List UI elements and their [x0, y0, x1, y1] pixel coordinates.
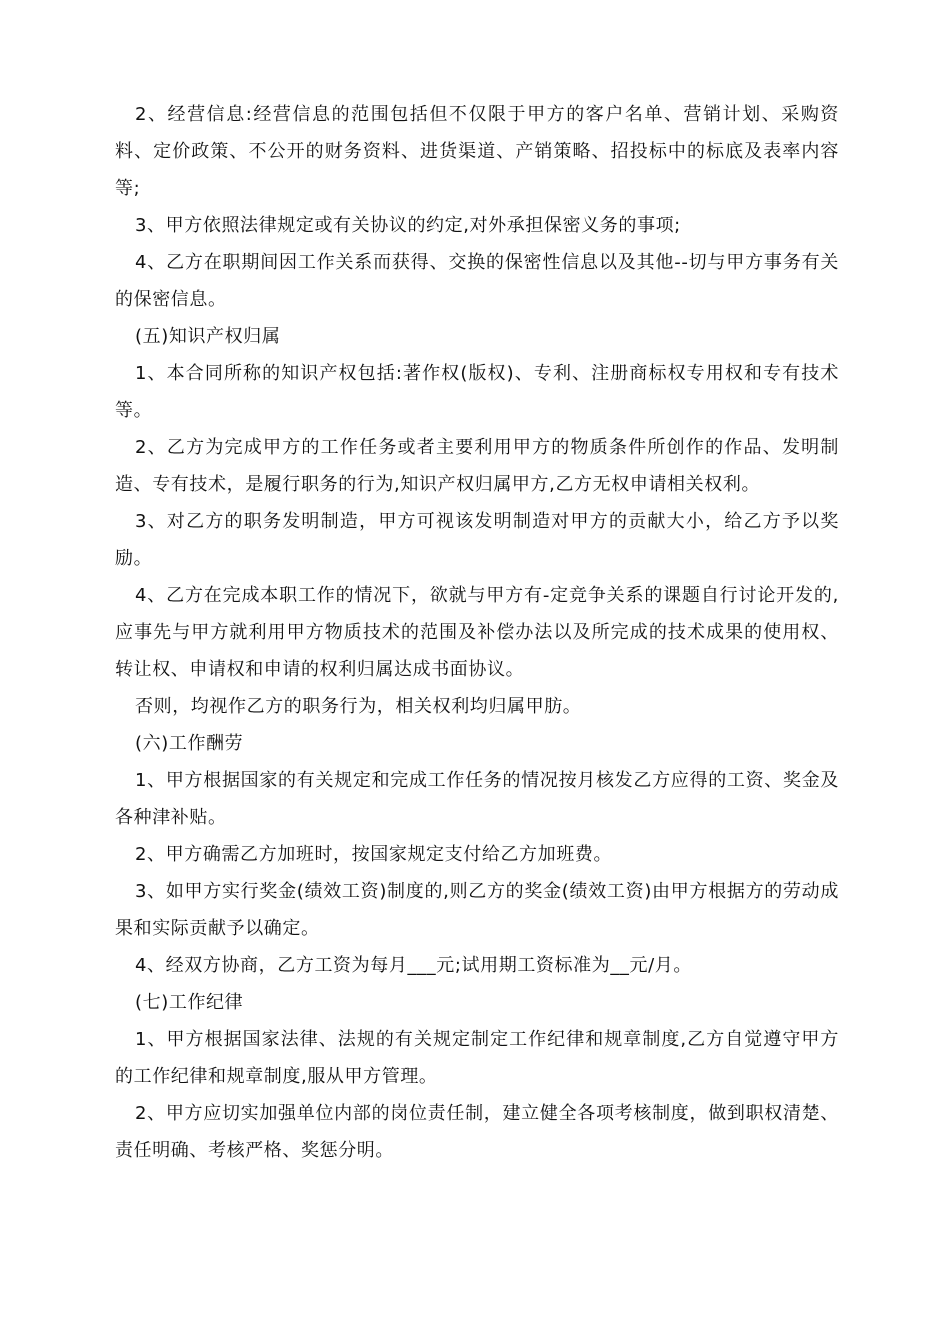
paragraph-other-confidential-info: 4、乙方在职期间因工作关系而获得、交换的保密性信息以及其他--切与甲方事务有关的保密信息。: [115, 252, 839, 310]
paragraph-ip-agreement: 4、乙方在完成本职工作的情况下，欲就与甲方有-定竞争关系的课题自行讨论开发的,应事先与甲方就利用甲方物质技术的范围及补偿办法以及所完成的技术成果的使用权、转让权、申请权和申请的权利归属达成书面协议。: [115, 585, 839, 680]
paragraph-ip-definition: 1、本合同所称的知识产权包括:著作权(版权)、专利、注册商标权专用权和专有技术等。: [115, 363, 839, 421]
document-body: [115, 96, 839, 1169]
paragraph-overtime: 2、甲方确需乙方加班时，按国家规定支付给乙方加班费。: [135, 844, 613, 865]
paragraph-legal-confidentiality: 3、甲方依照法律规定或有关协议的约定,对外承担保密义务的事项;: [135, 215, 681, 236]
paragraph-salary-payment: 1、甲方根据国家的有关规定和完成工作任务的情况按月核发乙方应得的工资、奖金及各种津补贴。: [115, 770, 839, 828]
paragraph-rules: 1、甲方根据国家法律、法规的有关规定制定工作纪律和规章制度,乙方自觉遵守甲方的工作纪律和规章制度,服从甲方管理。: [115, 1029, 839, 1087]
paragraph-business-info: 2、经营信息:经营信息的范围包括但不仅限于甲方的客户名单、营销计划、采购资料、定价政策、不公开的财务资料、进货渠道、产销策略、招投标中的标底及表率内容等;: [115, 104, 839, 199]
paragraph-ip-otherwise: 否则，均视作乙方的职务行为，相关权利均归属甲肪。: [135, 696, 582, 717]
section-heading-ip: (五)知识产权归属: [135, 326, 281, 347]
paragraph-responsibility: 2、甲方应切实加强单位内部的岗位责任制，建立健全各项考核制度，做到职权清楚、责任明确、考核严格、奖惩分明。: [115, 1103, 839, 1161]
section-heading-discipline: (七)工作纪律: [135, 992, 244, 1013]
paragraph-bonus: 3、如甲方实行奖金(绩效工资)制度的,则乙方的奖金(绩效工资)由甲方根据方的劳动成果和实际贡献予以确定。: [115, 881, 839, 939]
paragraph-ip-ownership: 2、乙方为完成甲方的工作任务或者主要利用甲方的物质条件所创作的作品、发明制造、专有技术，是履行职务的行为,知识产权归属甲方,乙方无权申请相关权利。: [115, 437, 839, 495]
paragraph-ip-reward: 3、对乙方的职务发明制造，甲方可视该发明制造对甲方的贡献大小，给乙方予以奖励。: [115, 511, 839, 569]
paragraph-salary-amount: 4、经双方协商，乙方工资为每月___元;试用期工资标准为__元/月。: [135, 955, 692, 976]
section-heading-compensation: (六)工作酬劳: [135, 733, 244, 754]
